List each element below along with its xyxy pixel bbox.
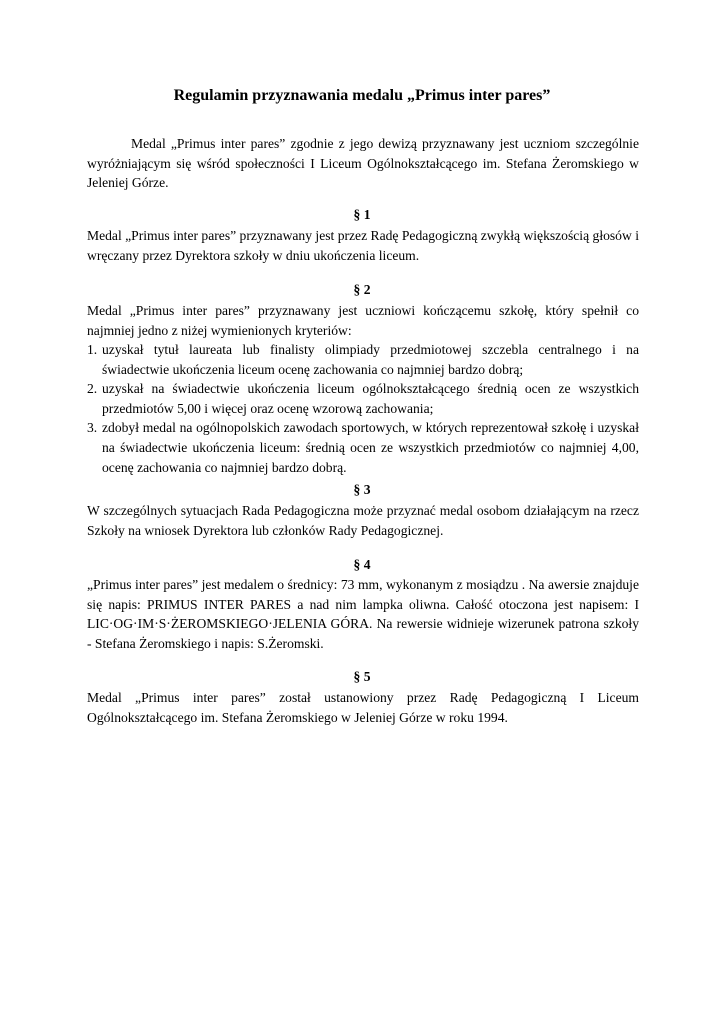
list-item xyxy=(87,418,639,477)
section-2-text: Medal „Primus inter pares” przyznawany jest uczniowi kończącemu szkołę, który spełnił co najmniej jedno z niżej wymienionych kryteriów: xyxy=(87,303,639,338)
section-4-text: „Primus inter pares” jest medalem o średnicy: 73 mm, wykonanym z mosiądzu . Na awersie znajduje się napis: PRIMUS INTER PARES a nad nim lampka oliwna. Całość otoczona jest napisem: I LIC·OG·IM·S·ŻEROMSKIEGO·JELENIA GÓRA. Na rewersie widnieje wizerunek patrona szkoły - Stefana Żeromskiego i napis: S.Żeromski. xyxy=(87,577,639,651)
list-item xyxy=(87,379,639,418)
intro-paragraph xyxy=(87,134,639,193)
list-item-number: 3. xyxy=(87,420,98,436)
section-5-heading: § 5 xyxy=(353,669,371,684)
document-title: Regulamin przyznawania medalu „Primus inter pares” xyxy=(173,87,551,104)
section-3-heading: § 3 xyxy=(353,482,371,497)
list-item-text: uzyskał na świadectwie ukończenia liceum ogólnokształcącego średnią ocen ze wszystkich przedmiotów 5,00 i więcej oraz ocenę wzorową zachowania; xyxy=(102,381,639,416)
section-5-body xyxy=(87,688,639,727)
section-2-heading: § 2 xyxy=(353,282,371,297)
section-2-body xyxy=(87,301,639,340)
list-item xyxy=(87,340,639,379)
list-item-number: 2. xyxy=(87,381,98,397)
section-1-text: Medal „Primus inter pares” przyznawany jest przez Radę Pedagogiczną zwykłą większością głosów i wręczany przez Dyrektora szkoły w dniu ukończenia liceum. xyxy=(87,228,639,263)
section-3-body xyxy=(87,501,639,540)
criteria-list xyxy=(87,340,639,477)
list-item-text: zdobył medal na ogólnopolskich zawodach sportowych, w których reprezentował szkołę i uzyskał na świadectwie ukończenia liceum: średnią ocen ze wszystkich przedmiotów co najmniej 4,00, ocenę zachowania co najmniej bardzo dobrą. xyxy=(102,420,639,475)
section-4-heading: § 4 xyxy=(353,557,371,572)
intro-text: Medal „Primus inter pares” zgodnie z jego dewizą przyznawany jest uczniom szczególnie wyróżniającym się wśród społeczności I Liceum Ogólnokształcącego im. Stefana Żeromskiego w Jeleniej Górze. xyxy=(87,136,639,191)
section-5-text: Medal „Primus inter pares” został ustanowiony przez Radę Pedagogiczną I Liceum Ogólnokształcącego im. Stefana Żeromskiego w Jeleniej Górze w roku 1994. xyxy=(87,690,639,725)
section-3-text: W szczególnych sytuacjach Rada Pedagogiczna może przyznać medal osobom działającym na rzecz Szkoły na wniosek Dyrektora lub członków Rady Pedagogicznej. xyxy=(87,503,639,538)
section-1-heading: § 1 xyxy=(353,207,371,222)
section-1-body xyxy=(87,226,639,265)
section-4-body xyxy=(87,575,639,653)
list-item-number: 1. xyxy=(87,342,98,357)
list-item-text: uzyskał tytuł laureata lub finalisty olimpiady przedmiotowej szczebla centralnego i na świadectwie ukończenia liceum ocenę zachowania co najmniej bardzo dobrą; xyxy=(102,342,639,377)
